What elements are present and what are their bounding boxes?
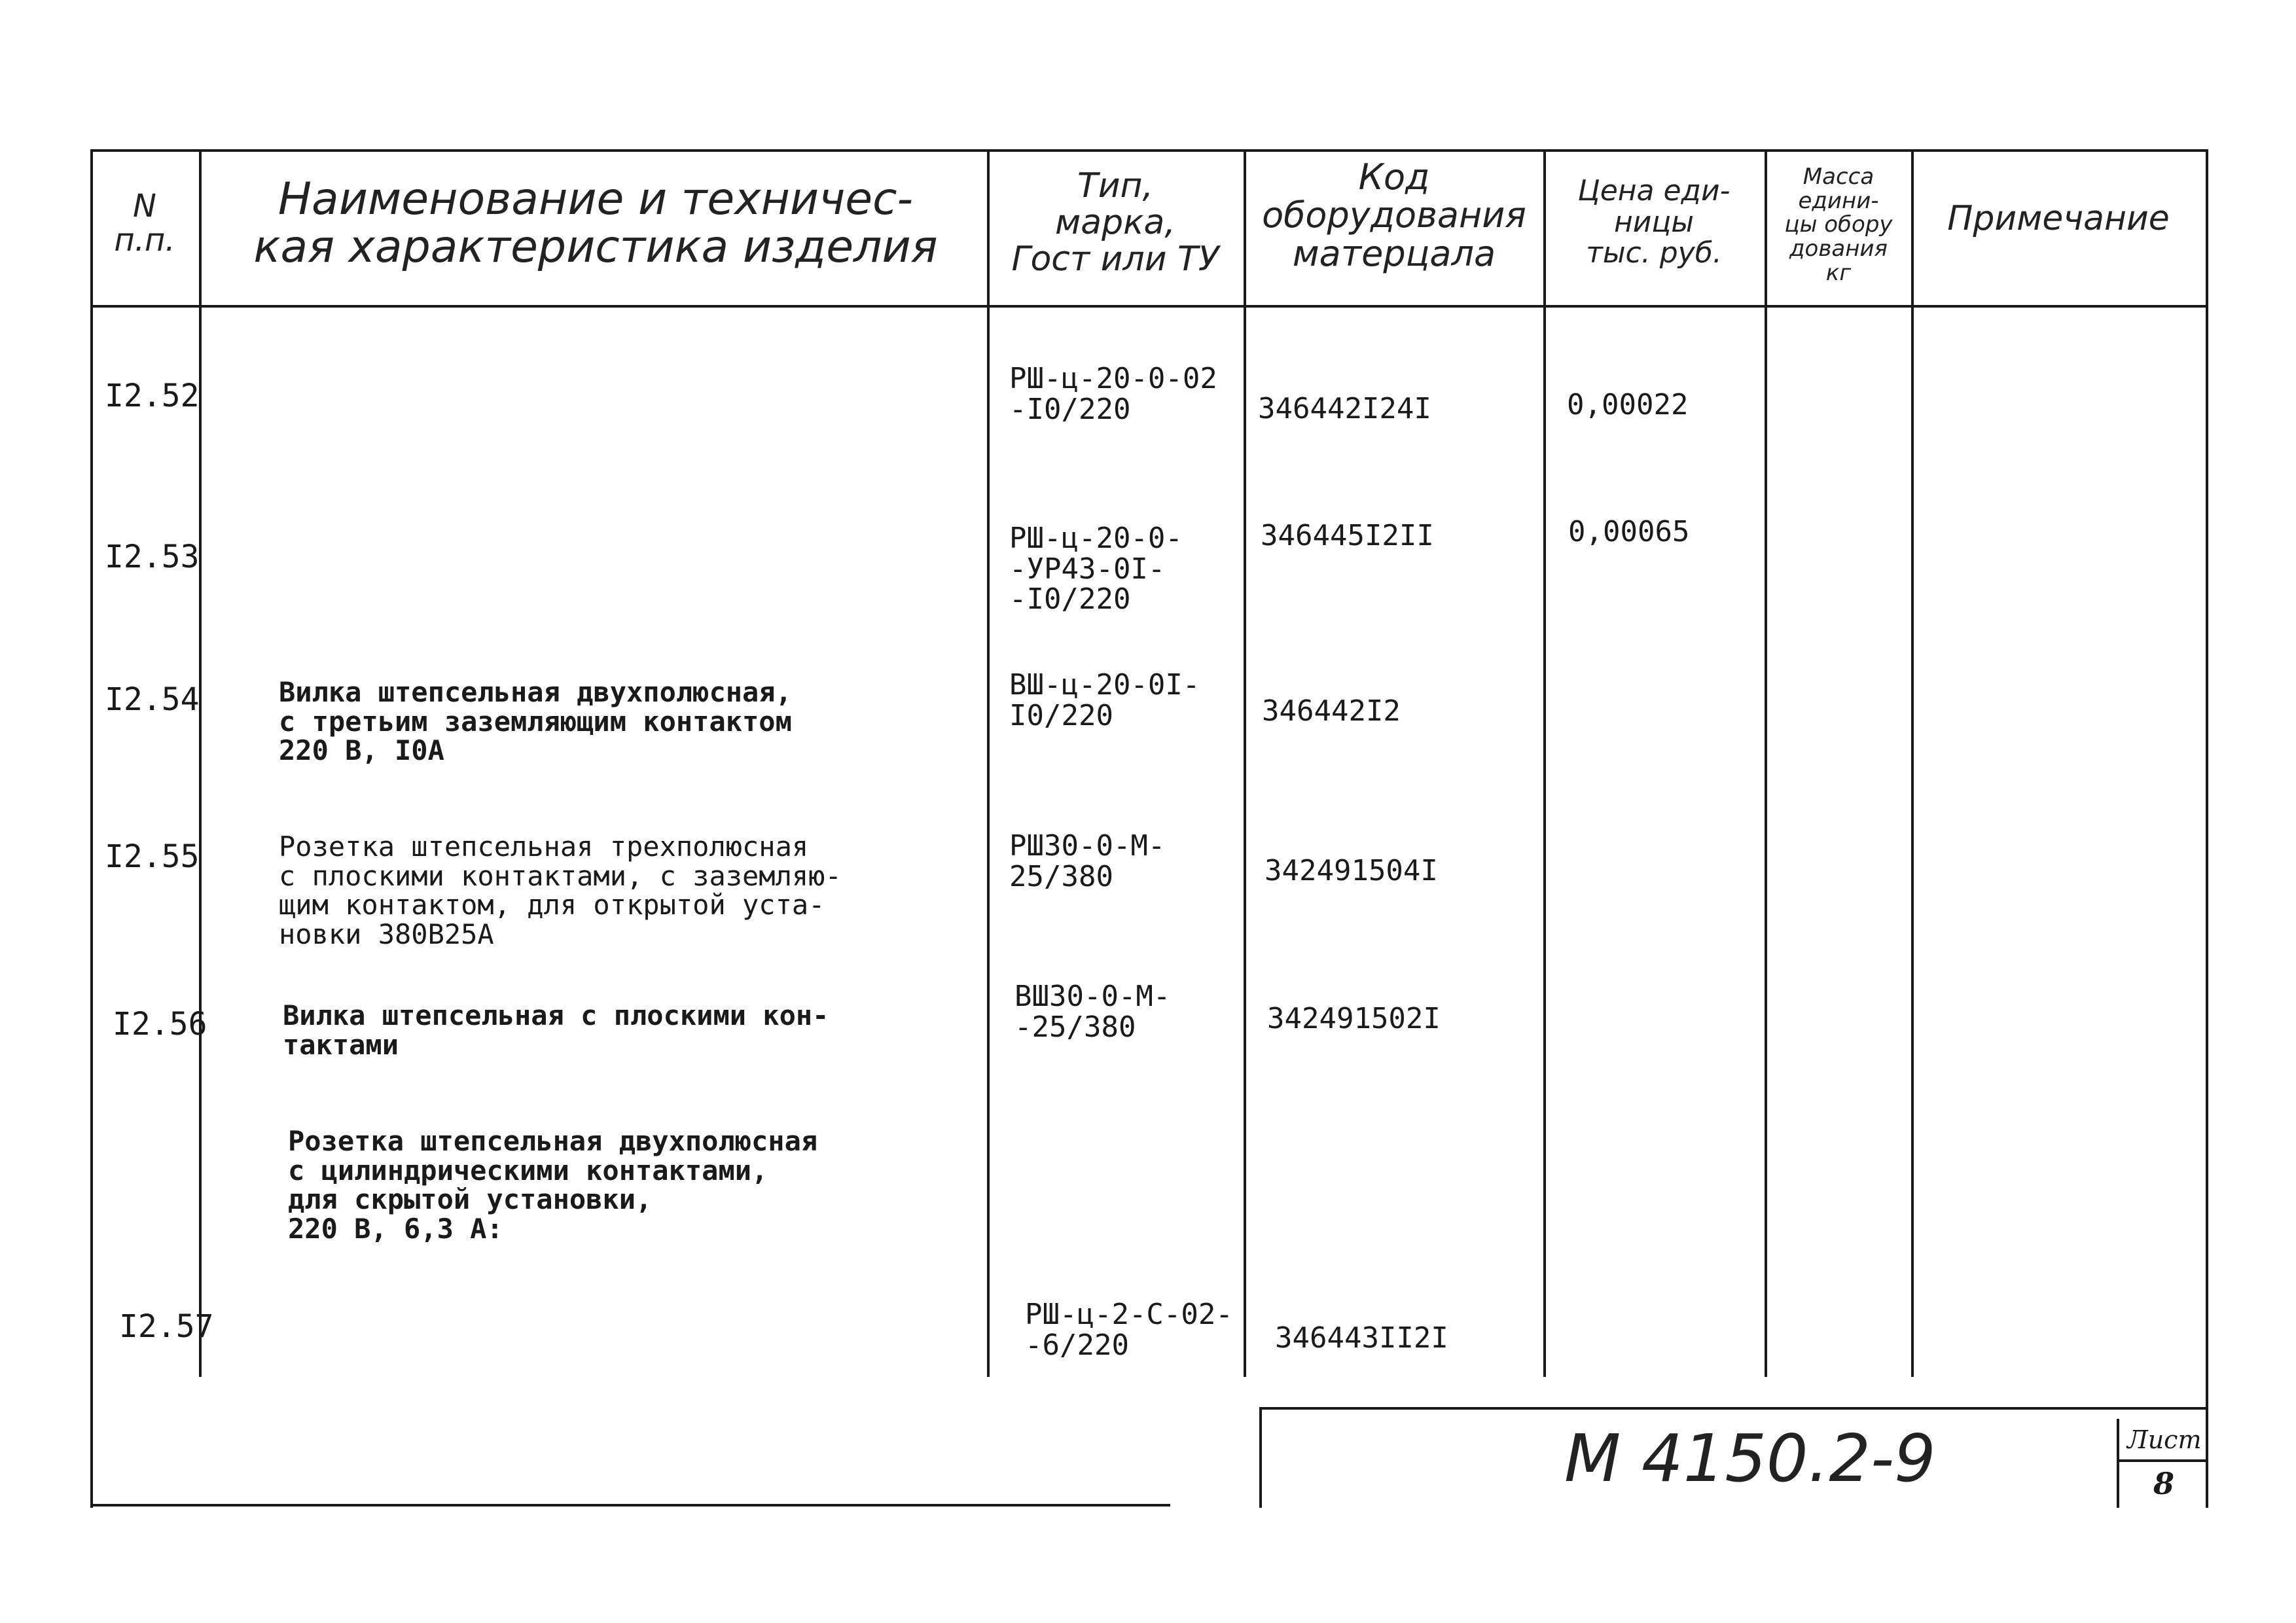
stamp-left-border: [1259, 1407, 1262, 1508]
row-num: I2.55: [105, 838, 200, 875]
row-code: 346442I24I: [1258, 392, 1431, 425]
col-divider-code: [1543, 149, 1546, 1377]
header-col-mass: Масса едини- цы обору дования кг: [1784, 164, 1893, 286]
sheet-label: Лист: [2127, 1425, 2202, 1454]
header-col-num: N п.п.: [114, 188, 175, 259]
row-description: Розетка штепсельная двухполюсная с цилиндрическими контактами, для скрытой установки, 220 В, 6,3 А:: [288, 1125, 818, 1245]
row-num: I2.57: [119, 1308, 214, 1345]
row-num: I2.52: [105, 378, 200, 414]
row-type: РШ-ц-20-0- -УР43-0I- -I0/220: [1009, 522, 1183, 616]
row-code: 346443II2I: [1275, 1321, 1448, 1355]
col-divider-name: [987, 149, 990, 1377]
stamp-sheet-line: [2117, 1459, 2208, 1462]
row-code: 346442I2: [1262, 694, 1401, 728]
header-col-name: Наименование и техничес- кая характеристика изделия: [253, 173, 938, 274]
sheet-number: 8: [2153, 1466, 2175, 1501]
table-left-border: [90, 149, 93, 1508]
table-right-border: [2206, 149, 2208, 1508]
header-col-note: Примечание: [1947, 199, 2170, 238]
document-number: М 4150.2-9: [1564, 1420, 1936, 1497]
row-description: Розетка штепсельная трехполюсная с плоскими контактами, с заземляю- щим контактом, для открытой уста- новки 380В25А: [279, 830, 842, 950]
row-description: Вилка штепсельная с плоскими кон- тактами: [283, 999, 829, 1061]
row-description: Вилка штепсельная двухполюсная, с третьим заземляющим контактом 220 В, I0А: [279, 676, 792, 767]
row-type: РШ-ц-2-С-02- -6/220: [1025, 1298, 1233, 1362]
header-bottom-border: [90, 305, 2208, 308]
row-num: I2.53: [105, 539, 200, 575]
row-type: РШ-ц-20-0-02 -I0/220: [1009, 362, 1217, 426]
stamp-sheet-divider: [2117, 1419, 2119, 1508]
header-col-price: Цена еди- ницы тыс. руб.: [1577, 174, 1731, 270]
row-code: 342491504I: [1265, 854, 1438, 887]
row-num: I2.56: [113, 1006, 207, 1043]
table-top-border: [90, 149, 2208, 152]
row-type: ВШ30-0-М- -25/380: [1014, 980, 1171, 1044]
row-type: ВШ-ц-20-0I- I0/220: [1009, 668, 1200, 732]
col-divider-mass: [1911, 149, 1914, 1377]
row-code: 346445I2II: [1261, 519, 1434, 552]
col-divider-type: [1244, 149, 1246, 1377]
stamp-top-border: [1259, 1407, 2208, 1410]
row-type: РШ30-0-М- 25/380: [1009, 829, 1166, 893]
row-price: 0,00065: [1568, 515, 1690, 548]
bottom-border-left: [90, 1504, 1170, 1507]
col-divider-price: [1765, 149, 1767, 1377]
header-col-type: Тип, марка, Гост или ТУ: [1011, 166, 1219, 279]
header-col-code: Код оборудования матерцала: [1262, 156, 1526, 274]
row-code: 342491502I: [1267, 1002, 1441, 1035]
col-divider-num: [199, 149, 202, 1377]
row-num: I2.54: [105, 681, 200, 718]
row-price: 0,00022: [1567, 388, 1689, 421]
